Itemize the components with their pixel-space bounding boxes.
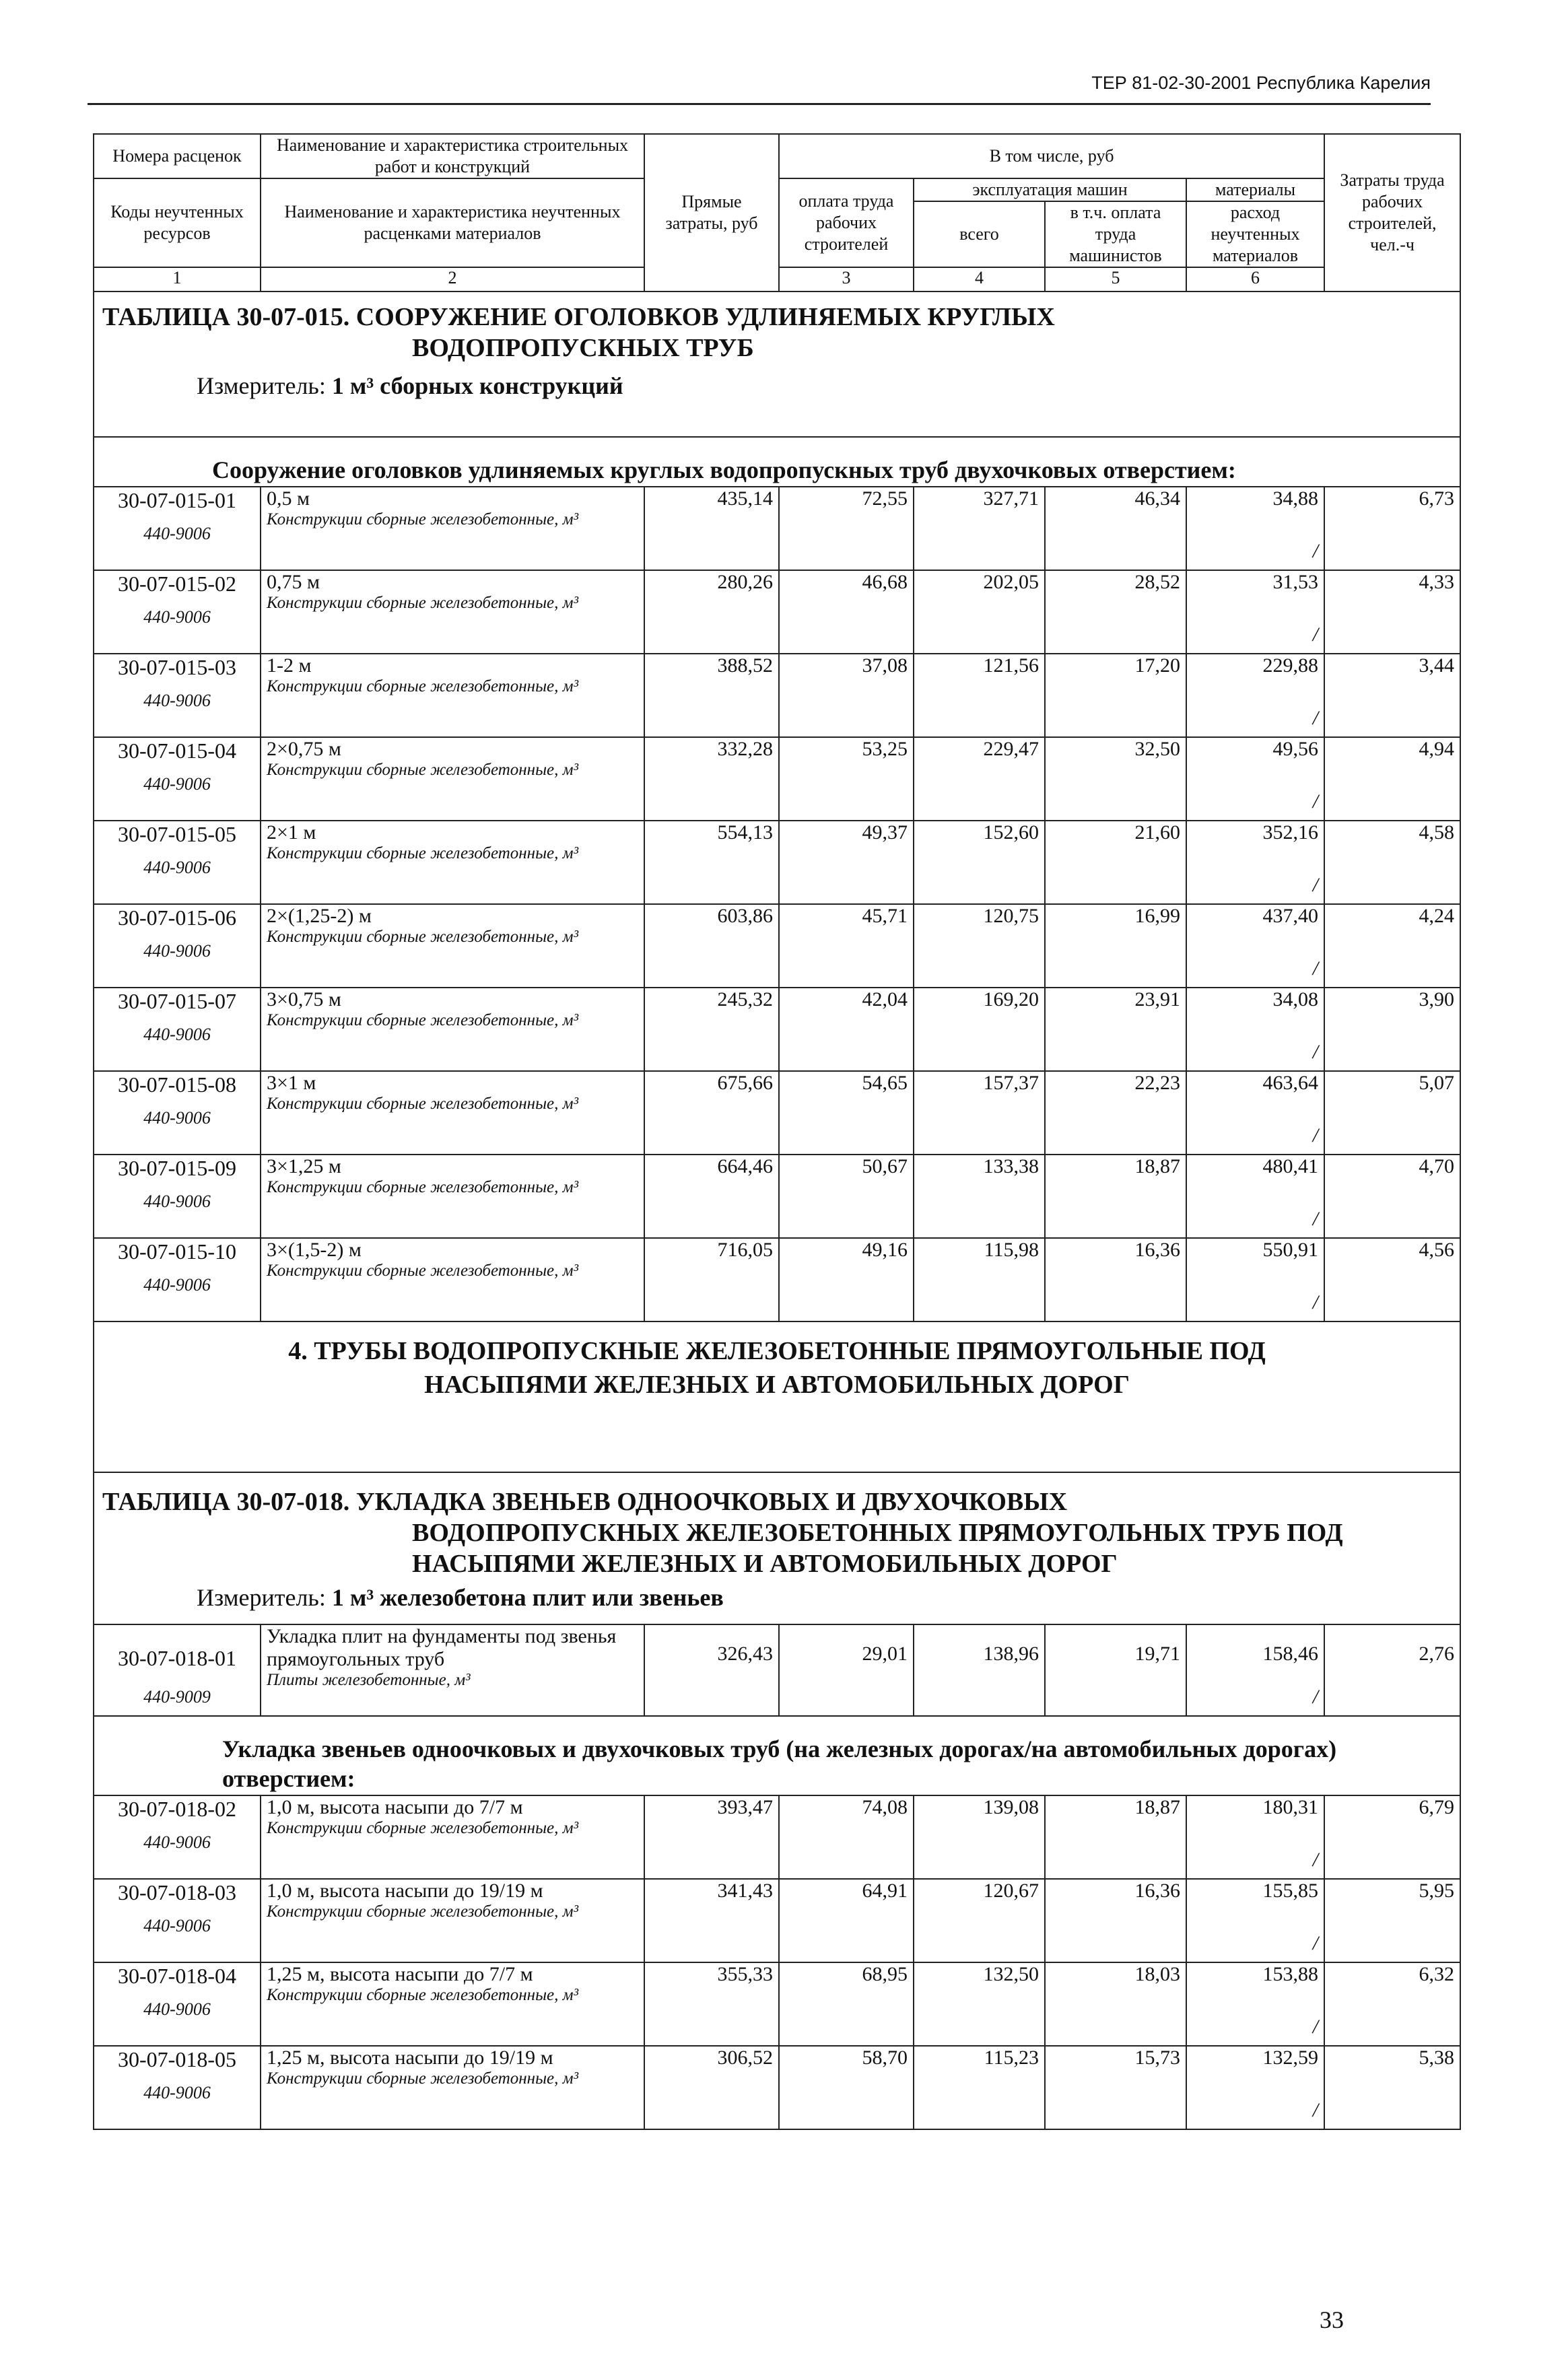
col-num: 2 <box>261 267 644 291</box>
col4-header: оплата труда рабочих строителей <box>779 178 914 267</box>
material-cost-cell <box>1186 821 1324 904</box>
labor-cost: 64,91 <box>779 1879 914 1962</box>
direct-cost: 603,86 <box>644 904 779 988</box>
work-name: 2×0,75 м <box>267 738 341 760</box>
machine-cost: 139,08 <box>914 1795 1045 1879</box>
operator-cost: 16,36 <box>1045 1879 1186 1962</box>
operator-cost: 22,23 <box>1045 1071 1186 1155</box>
machine-cost: 327,71 <box>914 487 1045 570</box>
table-row <box>94 2046 1460 2129</box>
table-row <box>94 821 1460 904</box>
table-018-title-line2: ВОДОПРОПУСКНЫХ ЖЕЛЕЗОБЕТОННЫХ ПРЯМОУГОЛЬНЫХ ТРУБ ПОД <box>412 1519 1343 1547</box>
work-name: 0,5 м <box>267 487 310 510</box>
machine-cost: 157,37 <box>914 1071 1045 1155</box>
material-cost: 155,85 <box>1262 1880 1319 1902</box>
work-name-cell <box>261 1238 644 1321</box>
rate-code: 30-07-018-02 <box>118 1797 236 1821</box>
resource-code: 440-9006 <box>143 2083 211 2102</box>
material-cost: 132,59 <box>1262 2047 1319 2069</box>
labor-hours: 6,79 <box>1324 1795 1460 1879</box>
rate-code-cell <box>94 654 261 737</box>
operator-cost: 32,50 <box>1045 737 1186 821</box>
material-cost-cell <box>1186 1795 1324 1879</box>
machine-cost: 152,60 <box>914 821 1045 904</box>
table-row <box>94 1795 1460 1879</box>
operator-cost: 18,03 <box>1045 1962 1186 2046</box>
measure-label: Измеритель: <box>197 372 326 399</box>
work-name-cell <box>261 2046 644 2129</box>
material-name: Конструкции сборные железобетонные, м³ <box>267 1178 579 1196</box>
material-cost: 229,88 <box>1262 654 1319 677</box>
direct-cost: 554,13 <box>644 821 779 904</box>
material-unit: / <box>1312 2099 1319 2121</box>
material-cost-cell <box>1186 737 1324 821</box>
col5-header: всего <box>914 201 1045 267</box>
material-unit: / <box>1312 874 1319 896</box>
work-name: 1-2 м <box>267 654 312 677</box>
rate-code: 30-07-018-01 <box>118 1646 236 1670</box>
labor-cost: 45,71 <box>779 904 914 988</box>
material-cost-cell <box>1186 1879 1324 1962</box>
material-name: Конструкции сборные железобетонные, м³ <box>267 594 579 612</box>
machine-cost: 229,47 <box>914 737 1045 821</box>
rate-code: 30-07-015-03 <box>118 655 236 679</box>
work-name: 1,25 м, высота насыпи до 19/19 м <box>267 2047 553 2069</box>
direct-cost: 280,26 <box>644 570 779 654</box>
resource-code: 440-9006 <box>143 1916 211 1935</box>
labor-hours: 4,33 <box>1324 570 1460 654</box>
table-row <box>94 1879 1460 1962</box>
material-name: Конструкции сборные железобетонные, м³ <box>267 928 579 946</box>
table-row <box>94 654 1460 737</box>
resource-code: 440-9006 <box>143 774 211 794</box>
work-name-cell <box>261 1879 644 1962</box>
labor-cost: 29,01 <box>779 1624 914 1716</box>
work-name: 1,0 м, высота насыпи до 19/19 м <box>267 1880 543 1902</box>
resource-code: 440-9006 <box>143 1025 211 1044</box>
section-4-title-line2: НАСЫПЯМИ ЖЕЛЕЗНЫХ И АВТОМОБИЛЬНЫХ ДОРОГ <box>424 1371 1130 1399</box>
labor-cost: 46,68 <box>779 570 914 654</box>
table-row <box>94 487 1460 570</box>
direct-cost: 675,66 <box>644 1071 779 1155</box>
rate-code: 30-07-018-04 <box>118 1964 236 1988</box>
col-num: 1 <box>94 267 261 291</box>
work-name-cell <box>261 654 644 737</box>
col8-header: Затраты труда рабочих строителей, чел.-ч <box>1324 134 1460 291</box>
measure-label: Измеритель: <box>197 1584 326 1611</box>
material-name: Конструкции сборные железобетонные, м³ <box>267 761 579 779</box>
rate-code: 30-07-015-05 <box>118 822 236 846</box>
material-unit: / <box>1312 1124 1319 1146</box>
material-name: Плиты железобетонные, м³ <box>267 1671 471 1689</box>
material-name: Конструкции сборные железобетонные, м³ <box>267 1262 579 1280</box>
section-4-title-line1: 4. ТРУБЫ ВОДОПРОПУСКНЫЕ ЖЕЛЕЗОБЕТОННЫЕ ПРЯМОУГОЛЬНЫЕ ПОД <box>288 1337 1266 1365</box>
table-018-title-line3: НАСЫПЯМИ ЖЕЛЕЗНЫХ И АВТОМОБИЛЬНЫХ ДОРОГ <box>412 1550 1118 1578</box>
machine-cost: 115,98 <box>914 1238 1045 1321</box>
material-name: Конструкции сборные железобетонные, м³ <box>267 1902 579 1921</box>
labor-cost: 50,67 <box>779 1155 914 1238</box>
col2-header-b: Наименование и характеристика неучтенных расценками материалов <box>261 178 644 267</box>
table-row <box>94 1071 1460 1155</box>
col-num: 3 <box>779 267 914 291</box>
rate-code: 30-07-015-08 <box>118 1072 236 1097</box>
operator-cost: 18,87 <box>1045 1795 1186 1879</box>
labor-cost: 58,70 <box>779 2046 914 2129</box>
resource-code: 440-9006 <box>143 1275 211 1295</box>
document-header: ТЕР 81-02-30-2001 Республика Карелия <box>88 73 1431 105</box>
material-unit: / <box>1312 540 1319 562</box>
labor-hours: 6,32 <box>1324 1962 1460 2046</box>
col1-header-b: Коды неучтенных ресурсов <box>94 178 261 267</box>
work-name-cell <box>261 1795 644 1879</box>
table-018-subhead: Укладка звеньев одноочковых и двухочковых труб (на железных дорогах/на автомобильных дорогах) отверстием: <box>94 1716 1460 1795</box>
material-cost: 49,56 <box>1272 738 1319 760</box>
resource-code: 440-9006 <box>143 1832 211 1852</box>
direct-cost: 388,52 <box>644 654 779 737</box>
table-row <box>94 1624 1460 1716</box>
material-cost-cell <box>1186 1155 1324 1238</box>
material-name: Конструкции сборные железобетонные, м³ <box>267 844 579 862</box>
measure-value: 1 м³ сборных конструкций <box>331 372 623 399</box>
material-cost-cell <box>1186 654 1324 737</box>
table-row <box>94 570 1460 654</box>
labor-hours: 5,95 <box>1324 1879 1460 1962</box>
work-name-cell <box>261 1155 644 1238</box>
labor-hours: 4,58 <box>1324 821 1460 904</box>
resource-code: 440-9006 <box>143 941 211 961</box>
section-4-title <box>94 1321 1460 1472</box>
material-cost: 158,46 <box>1262 1643 1319 1665</box>
measure-value: 1 м³ железобетона плит или звеньев <box>331 1584 724 1611</box>
labor-hours: 6,73 <box>1324 487 1460 570</box>
work-name-cell <box>261 570 644 654</box>
resource-code: 440-9006 <box>143 1999 211 2019</box>
material-cost: 34,88 <box>1272 487 1319 510</box>
operator-cost: 28,52 <box>1045 570 1186 654</box>
page-number: 33 <box>1320 2306 1344 2333</box>
header-row-1 <box>94 134 1460 178</box>
labor-cost: 74,08 <box>779 1795 914 1879</box>
work-name-cell <box>261 487 644 570</box>
rate-code-cell <box>94 904 261 988</box>
material-cost-cell <box>1186 1962 1324 2046</box>
direct-cost: 306,52 <box>644 2046 779 2129</box>
table-018-title <box>94 1472 1460 1624</box>
table-row <box>94 904 1460 988</box>
rate-code: 30-07-015-01 <box>118 488 236 512</box>
material-unit: / <box>1312 1849 1319 1871</box>
table-015-title-line2: ВОДОПРОПУСКНЫХ ТРУБ <box>412 334 754 362</box>
resource-code: 440-9006 <box>143 607 211 627</box>
operator-cost: 18,87 <box>1045 1155 1186 1238</box>
material-name: Конструкции сборные железобетонные, м³ <box>267 677 579 695</box>
col3-header: Прямые затраты, руб <box>644 134 779 291</box>
material-name: Конструкции сборные железобетонные, м³ <box>267 1095 579 1113</box>
col2-header-a: Наименование и характеристика строительных работ и конструкций <box>261 134 644 178</box>
material-unit: / <box>1312 957 1319 980</box>
direct-cost: 355,33 <box>644 1962 779 2046</box>
rate-code-cell <box>94 737 261 821</box>
material-cost: 180,31 <box>1262 1796 1319 1818</box>
work-name: 3×(1,5-2) м <box>267 1239 362 1261</box>
labor-cost: 72,55 <box>779 487 914 570</box>
operator-cost: 15,73 <box>1045 2046 1186 2129</box>
rates-table <box>93 133 1461 2130</box>
col-num: 6 <box>1186 267 1324 291</box>
material-cost: 437,40 <box>1262 905 1319 927</box>
resource-code: 440-9006 <box>143 1108 211 1128</box>
col-num: 4 <box>914 267 1045 291</box>
material-cost: 34,08 <box>1272 988 1319 1010</box>
machine-cost: 121,56 <box>914 654 1045 737</box>
machine-cost: 115,23 <box>914 2046 1045 2129</box>
operator-cost: 23,91 <box>1045 988 1186 1071</box>
machine-cost: 202,05 <box>914 570 1045 654</box>
material-cost: 352,16 <box>1262 821 1319 844</box>
labor-hours: 2,76 <box>1324 1624 1460 1716</box>
table-row <box>94 1155 1460 1238</box>
work-name: 2×1 м <box>267 821 316 844</box>
table-row <box>94 1238 1460 1321</box>
work-name: Укладка плит на фундаменты под звенья прямоугольных труб <box>267 1625 617 1670</box>
section-4-row <box>94 1321 1460 1472</box>
labor-cost: 54,65 <box>779 1071 914 1155</box>
operator-cost: 16,99 <box>1045 904 1186 988</box>
material-cost: 31,53 <box>1272 571 1319 593</box>
operator-cost: 16,36 <box>1045 1238 1186 1321</box>
table-018-title-line1: ТАБЛИЦА 30-07-018. УКЛАДКА ЗВЕНЬЕВ ОДНООЧКОВЫХ И ДВУХОЧКОВЫХ <box>102 1488 1068 1516</box>
rate-code: 30-07-015-04 <box>118 738 236 763</box>
direct-cost: 245,32 <box>644 988 779 1071</box>
work-name-cell <box>261 1962 644 2046</box>
rate-code-cell <box>94 1962 261 2046</box>
labor-cost: 53,25 <box>779 737 914 821</box>
materials-header: материалы <box>1186 178 1324 201</box>
table-015-subhead: Сооружение оголовков удлиняемых круглых водопропускных труб двухочковых отверстием: <box>94 437 1460 487</box>
material-unit: / <box>1312 1291 1319 1313</box>
work-name-cell <box>261 1624 644 1716</box>
table-018-measure <box>102 1582 1452 1613</box>
machine-cost: 120,67 <box>914 1879 1045 1962</box>
table-015-rows <box>94 487 1460 1321</box>
work-name-cell <box>261 821 644 904</box>
col1-header-a: Номера расценок <box>94 134 261 178</box>
material-unit: / <box>1312 1208 1319 1230</box>
labor-cost: 49,16 <box>779 1238 914 1321</box>
material-cost: 463,64 <box>1262 1072 1319 1094</box>
machine-cost: 169,20 <box>914 988 1045 1071</box>
labor-cost: 68,95 <box>779 1962 914 2046</box>
rate-code-cell <box>94 1624 261 1716</box>
labor-hours: 4,94 <box>1324 737 1460 821</box>
material-name: Конструкции сборные железобетонные, м³ <box>267 1819 579 1837</box>
table-015-title <box>94 291 1460 437</box>
direct-cost: 332,28 <box>644 737 779 821</box>
material-name: Конструкции сборные железобетонные, м³ <box>267 1011 579 1029</box>
work-name-cell <box>261 737 644 821</box>
material-unit: / <box>1312 623 1319 646</box>
operator-cost: 46,34 <box>1045 487 1186 570</box>
rate-code: 30-07-015-06 <box>118 905 236 930</box>
work-name: 2×(1,25-2) м <box>267 905 372 927</box>
col7-header: расход неучтенных материалов <box>1186 201 1324 267</box>
direct-cost: 393,47 <box>644 1795 779 1879</box>
work-name: 3×1 м <box>267 1072 316 1094</box>
material-cost: 550,91 <box>1262 1239 1319 1261</box>
resource-code: 440-9006 <box>143 858 211 877</box>
resource-code: 440-9006 <box>143 1192 211 1211</box>
table-015-title-line1: ТАБЛИЦА 30-07-015. СООРУЖЕНИЕ ОГОЛОВКОВ УДЛИНЯЕМЫХ КРУГЛЫХ <box>102 303 1055 331</box>
resource-code: 440-9009 <box>143 1687 211 1707</box>
material-unit: / <box>1312 707 1319 729</box>
resource-code: 440-9006 <box>143 691 211 710</box>
table-015-subhead-row <box>94 437 1460 487</box>
material-cost-cell <box>1186 1624 1324 1716</box>
rate-code: 30-07-015-10 <box>118 1239 236 1264</box>
direct-cost: 716,05 <box>644 1238 779 1321</box>
work-name: 1,25 м, высота насыпи до 7/7 м <box>267 1963 533 1985</box>
table-015-title-row <box>94 291 1460 437</box>
material-name: Конструкции сборные железобетонные, м³ <box>267 510 579 528</box>
rate-code-cell <box>94 487 261 570</box>
work-name-cell <box>261 988 644 1071</box>
labor-cost: 42,04 <box>779 988 914 1071</box>
direct-cost: 326,43 <box>644 1624 779 1716</box>
direct-cost: 341,43 <box>644 1879 779 1962</box>
work-name-cell <box>261 904 644 988</box>
labor-hours: 4,70 <box>1324 1155 1460 1238</box>
rate-code: 30-07-018-05 <box>118 2047 236 2071</box>
machine-cost: 133,38 <box>914 1155 1045 1238</box>
rate-code-cell <box>94 1155 261 1238</box>
direct-cost: 435,14 <box>644 487 779 570</box>
table-018-subhead-row <box>94 1716 1460 1795</box>
material-cost: 153,88 <box>1262 1963 1319 1985</box>
direct-cost: 664,46 <box>644 1155 779 1238</box>
material-name: Конструкции сборные железобетонные, м³ <box>267 1986 579 2004</box>
material-cost-cell <box>1186 570 1324 654</box>
col6-header: в т.ч. оплата труда машинистов <box>1045 201 1186 267</box>
rate-code-cell <box>94 821 261 904</box>
labor-hours: 4,56 <box>1324 1238 1460 1321</box>
material-unit: / <box>1312 1932 1319 1954</box>
labor-cost: 49,37 <box>779 821 914 904</box>
work-name: 3×0,75 м <box>267 988 341 1010</box>
rate-code: 30-07-015-02 <box>118 572 236 596</box>
table-row <box>94 988 1460 1071</box>
operator-cost: 19,71 <box>1045 1624 1186 1716</box>
rate-code-cell <box>94 1238 261 1321</box>
table-015-measure <box>102 370 1452 401</box>
rate-code-cell <box>94 570 261 654</box>
labor-hours: 5,38 <box>1324 2046 1460 2129</box>
work-name-cell <box>261 1071 644 1155</box>
work-name: 3×1,25 м <box>267 1155 341 1177</box>
labor-hours: 5,07 <box>1324 1071 1460 1155</box>
material-cost-cell <box>1186 487 1324 570</box>
labor-cost: 37,08 <box>779 654 914 737</box>
rate-code-cell <box>94 2046 261 2129</box>
rate-code: 30-07-015-07 <box>118 989 236 1013</box>
material-unit: / <box>1312 2016 1319 2038</box>
material-cost-cell <box>1186 988 1324 1071</box>
labor-hours: 4,24 <box>1324 904 1460 988</box>
table-018-rows <box>94 1795 1460 2129</box>
material-cost-cell <box>1186 2046 1324 2129</box>
labor-hours: 3,44 <box>1324 654 1460 737</box>
resource-code: 440-9006 <box>143 524 211 543</box>
included-header: В том числе, руб <box>779 134 1324 178</box>
machine-cost: 132,50 <box>914 1962 1045 2046</box>
table-row <box>94 1962 1460 2046</box>
table-row <box>94 737 1460 821</box>
rate-code: 30-07-018-03 <box>118 1880 236 1904</box>
col-num: 5 <box>1045 267 1186 291</box>
work-name: 1,0 м, высота насыпи до 7/7 м <box>267 1796 523 1818</box>
machines-header: эксплуатация машин <box>914 178 1186 201</box>
rate-code-cell <box>94 1795 261 1879</box>
rate-code-cell <box>94 1071 261 1155</box>
material-unit: / <box>1312 790 1319 813</box>
operator-cost: 21,60 <box>1045 821 1186 904</box>
labor-hours: 3,90 <box>1324 988 1460 1071</box>
machine-cost: 120,75 <box>914 904 1045 988</box>
material-unit: / <box>1312 1686 1319 1708</box>
operator-cost: 17,20 <box>1045 654 1186 737</box>
material-cost-cell <box>1186 1071 1324 1155</box>
rate-code: 30-07-015-09 <box>118 1156 236 1180</box>
material-cost-cell <box>1186 1238 1324 1321</box>
work-name: 0,75 м <box>267 571 320 593</box>
material-cost: 480,41 <box>1262 1155 1319 1177</box>
material-name: Конструкции сборные железобетонные, м³ <box>267 2069 579 2088</box>
rate-code-cell <box>94 988 261 1071</box>
material-unit: / <box>1312 1041 1319 1063</box>
machine-cost: 138,96 <box>914 1624 1045 1716</box>
table-018-title-row <box>94 1472 1460 1624</box>
rate-code-cell <box>94 1879 261 1962</box>
material-cost-cell <box>1186 904 1324 988</box>
